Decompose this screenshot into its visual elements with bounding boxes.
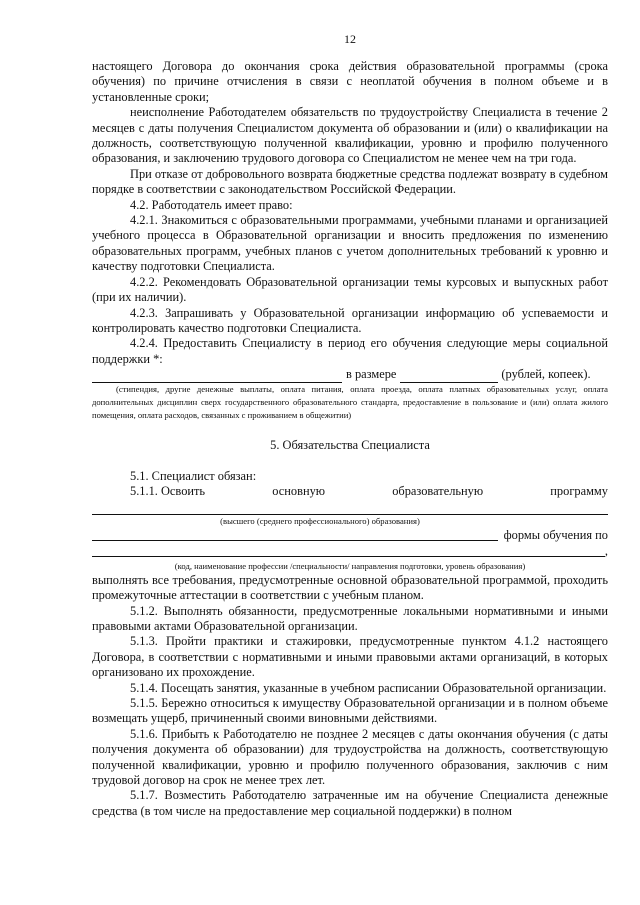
section-5-title: 5. Обязательства Специалиста: [270, 437, 430, 452]
clause-4-2-2: 4.2.2. Рекомендовать Образовательной организации темы курсовых и выпускных работ (при их наличии).: [92, 274, 608, 305]
paragraph-fulfil-requirements: выполнять все требования, предусмотренные основной образовательной программой, проходить промежуточные аттестации в соответствии с учебным планом.: [92, 572, 608, 603]
page-number: 12: [344, 32, 356, 46]
clause-5-1-2: 5.1.2. Выполнять обязанности, предусмотренные локальными нормативными и иными правовыми актами Образовательной организации.: [92, 603, 608, 633]
document-page: [92, 32, 608, 819]
paragraph-refund-refusal: При отказе от добровольного возврата бюджетные средства подлежат возврату в судебном порядке в соответствии с законодательством Российской Федерации.: [92, 166, 608, 197]
clause-5-1-1-word: 5.1.1. Освоить: [130, 484, 206, 499]
program-blank[interactable]: [92, 500, 608, 515]
currency-label: (рублей, копеек).: [501, 367, 591, 382]
clause-5-1-1-word: программу: [550, 484, 608, 499]
study-form-blank[interactable]: [92, 528, 498, 541]
clause-5-1-6: 5.1.6. Прибыть к Работодателю не позднее 2 месяцев с даты окончания обучения (с даты получения документа об образовании) для трудоустройства на должность, соответствующую полученной квалификации, уровню и профилю полученного образования, заключив с ним трудовой договор на срок не менее трех лет.: [92, 726, 608, 788]
clause-5-1-7: 5.1.7. Возместить Работодателю затраченные им на обучение Специалиста денежные средства (в том числе на предоставление мер социальной поддержки) в полном: [92, 788, 608, 818]
clause-4-2: 4.2. Работодатель имеет право:: [130, 197, 293, 212]
study-form-line: [92, 528, 608, 544]
paragraph-employer-failure: неисполнение Работодателем обязательств по трудоустройству Специалиста в течение 2 месяцев с даты получения Специалистом документа об образовании и (или) о квалификации на должность, соответствующую полученной квалификации, уровню и профилю полученного образования, и заключению трудового договора со Специалистом не менее чем на три года.: [92, 105, 608, 166]
clause-5-1-5: 5.1.5. Бережно относиться к имуществу Образовательной организации и в полном объеме возмещать ущерб, причиненный своими виновными действиями.: [92, 696, 608, 726]
specialty-code-note: (код, наименование профессии /специальности/ направления подготовки, уровень образования): [174, 560, 526, 571]
clause-4-2-3: 4.2.3. Запрашивать у Образовательной организации информацию об успеваемости и контролировать качество подготовки Специалиста.: [92, 305, 608, 335]
clause-4-2-1: 4.2.1. Знакомиться с образовательными программами, учебными планами и организацией учебного процесса в Образовательной организации и вносить предложения по изменению образовательных программ, учебных планов с учетом дополнительных требований к уровню и качеству подготовки Специалиста.: [92, 213, 608, 274]
support-measures-note: (стипендия, другие денежные выплаты, оплата питания, оплата проезда, оплата платных образовательных услуг, оплата дополнительных дисциплин сверх государственного образовательного стандарта, предоставление в пользование и (или) оплата жилого помещения, оплата расходов, связанных с проживанием в общежитии): [92, 383, 608, 420]
amount-label: в размере: [346, 367, 397, 382]
paragraph-continuation: настоящего Договора до окончания срока действия образовательной программы (срока обучения) по причине отчисления в связи с неоплатой обучения в полном объеме и в установленные сроки;: [92, 59, 608, 104]
specialty-comma: ,: [604, 544, 608, 559]
clause-5-1-3: 5.1.3. Пройти практики и стажировки, предусмотренные пунктом 4.1.2 настоящего Договора, в соответствии с нормативными и иными правовыми актами организаций, в которых организовано их прохождение.: [92, 634, 608, 680]
education-level-note: (высшего (среднего профессионального) образования): [220, 515, 420, 526]
specialty-blank[interactable]: [92, 544, 605, 557]
amount-blank[interactable]: [400, 371, 498, 383]
clause-4-2-4: 4.2.4. Предоставить Специалисту в период его обучения следующие меры социальной поддержки *:: [92, 336, 608, 366]
clause-5-1-1-word: основную: [272, 484, 326, 499]
study-form-label: формы обучения по: [503, 528, 608, 543]
clause-5-1-1-word: образовательную: [392, 484, 484, 499]
specialty-line: [92, 544, 608, 560]
clause-5-1-4: 5.1.4. Посещать занятия, указанные в учебном расписании Образовательной организации.: [130, 680, 607, 695]
clause-5-1: 5.1. Специалист обязан:: [130, 468, 257, 483]
support-measure-blank[interactable]: [92, 371, 342, 383]
clause-5-1-1: [92, 484, 608, 499]
support-measures-line: [92, 367, 608, 382]
